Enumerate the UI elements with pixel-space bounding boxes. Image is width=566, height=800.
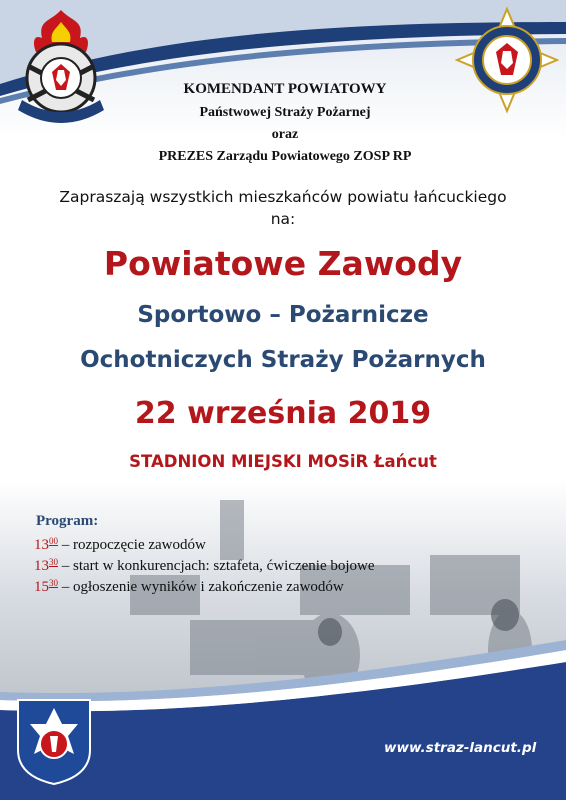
program-label: Program:	[36, 513, 99, 529]
organizer-line-1: KOMENDANT POWIATOWY	[183, 81, 387, 97]
program-item	[34, 536, 375, 554]
program-item-text: – start w konkurencjach: sztafeta, ćwiczenie bojowe	[58, 558, 375, 574]
event-subtitle-2: Ochotniczych Straży Pożarnych	[80, 347, 486, 373]
event-date: 22 września 2019	[134, 396, 432, 431]
invitation-line-2: na:	[270, 210, 296, 228]
psp-emblem-icon	[14, 8, 109, 126]
program-time: $13^{00}$	[34, 536, 58, 553]
organizer-line-4: PREZES Zarządu Powiatowego ZOSP RP	[158, 149, 412, 164]
event-subtitle-1: Sportowo – Pożarnicze	[137, 302, 429, 328]
program-time: $13^{30}$	[34, 557, 58, 574]
organizer-header	[100, 78, 470, 168]
program-section	[36, 513, 375, 599]
zosp-emblem-icon	[455, 5, 559, 115]
organizer-line-2: Państwowej Straży Pożarnej	[199, 105, 371, 120]
program-item-text: – rozpoczęcie zawodów	[58, 537, 206, 553]
county-coat-of-arms-icon	[16, 698, 92, 786]
program-item	[34, 578, 375, 596]
invitation-line-1: Zapraszają wszystkich mieszkańców powiatu łańcuckiego	[59, 188, 507, 206]
invitation-text	[20, 186, 546, 230]
event-title: Powiatowe Zawody	[103, 244, 463, 283]
program-item-text: – ogłoszenie wyników i zakończenie zawodów	[58, 579, 344, 595]
program-time: $15^{30}$	[34, 578, 58, 595]
website-link[interactable]: www.straz-lancut.pl	[384, 740, 537, 756]
event-venue: STADNION MIEJSKI MOSiR Łańcut	[129, 452, 437, 471]
organizer-line-3: oraz	[271, 127, 299, 142]
program-item	[34, 557, 375, 575]
